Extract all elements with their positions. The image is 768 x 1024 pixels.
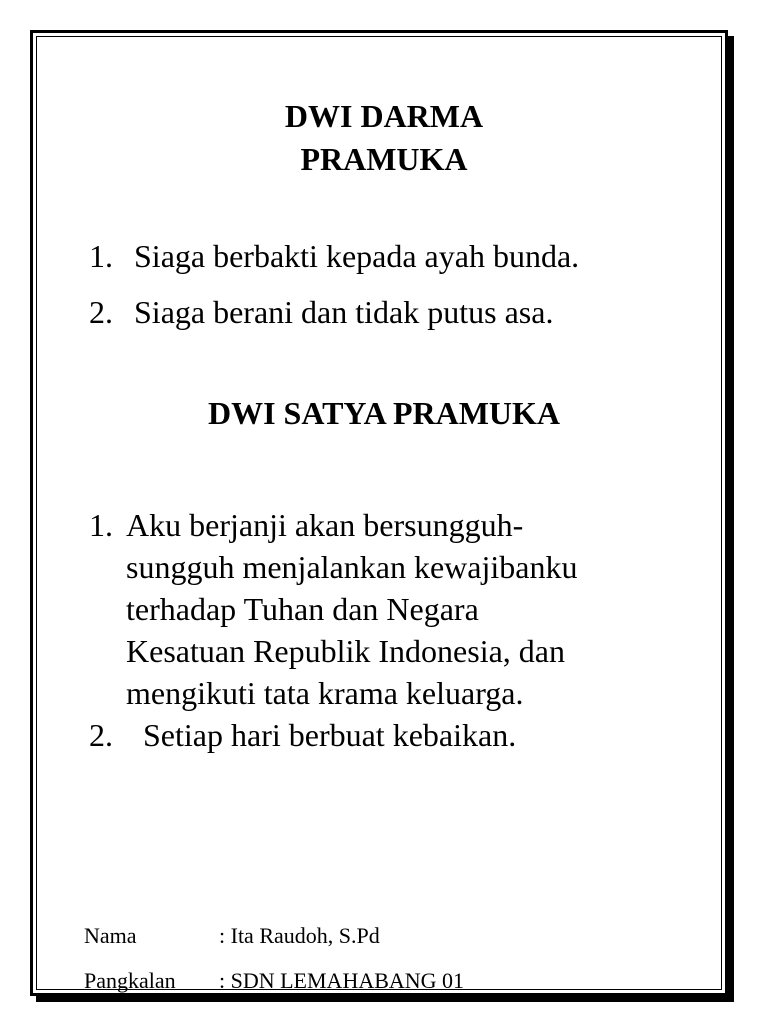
nama-value: : Ita Raudoh, S.Pd — [219, 923, 380, 948]
list-text: Setiap hari berbuat kebaikan. — [143, 717, 517, 753]
pangkalan-label: Pangkalan — [84, 968, 176, 993]
list-number: 1. — [89, 507, 113, 543]
title-dwi-satya-pramuka: DWI SATYA PRAMUKA — [207, 395, 561, 431]
list-text-line: Kesatuan Republik Indonesia, dan — [126, 633, 565, 669]
title-dwi-darma: DWI DARMA — [284, 98, 484, 134]
list-text-line: terhadap Tuhan dan Negara — [126, 591, 479, 627]
satya-item-1 — [89, 504, 649, 714]
title-pramuka: PRAMUKA — [300, 141, 468, 177]
pangkalan-value: : SDN LEMAHABANG 01 — [219, 968, 465, 993]
list-text: Siaga berbakti kepada ayah bunda. — [134, 238, 580, 274]
list-text — [126, 504, 646, 714]
list-number: 1. — [89, 238, 113, 274]
list-text: Siaga berani dan tidak putus asa. — [134, 294, 554, 330]
list-number: 2. — [89, 294, 113, 330]
list-text-line: mengikuti tata krama keluarga. — [126, 675, 524, 711]
list-number: 2. — [89, 717, 113, 753]
list-text-line: Aku berjanji akan bersungguh- — [126, 507, 524, 543]
list-text-line: sungguh menjalankan kewajibanku — [126, 549, 578, 585]
nama-label: Nama — [84, 923, 137, 948]
